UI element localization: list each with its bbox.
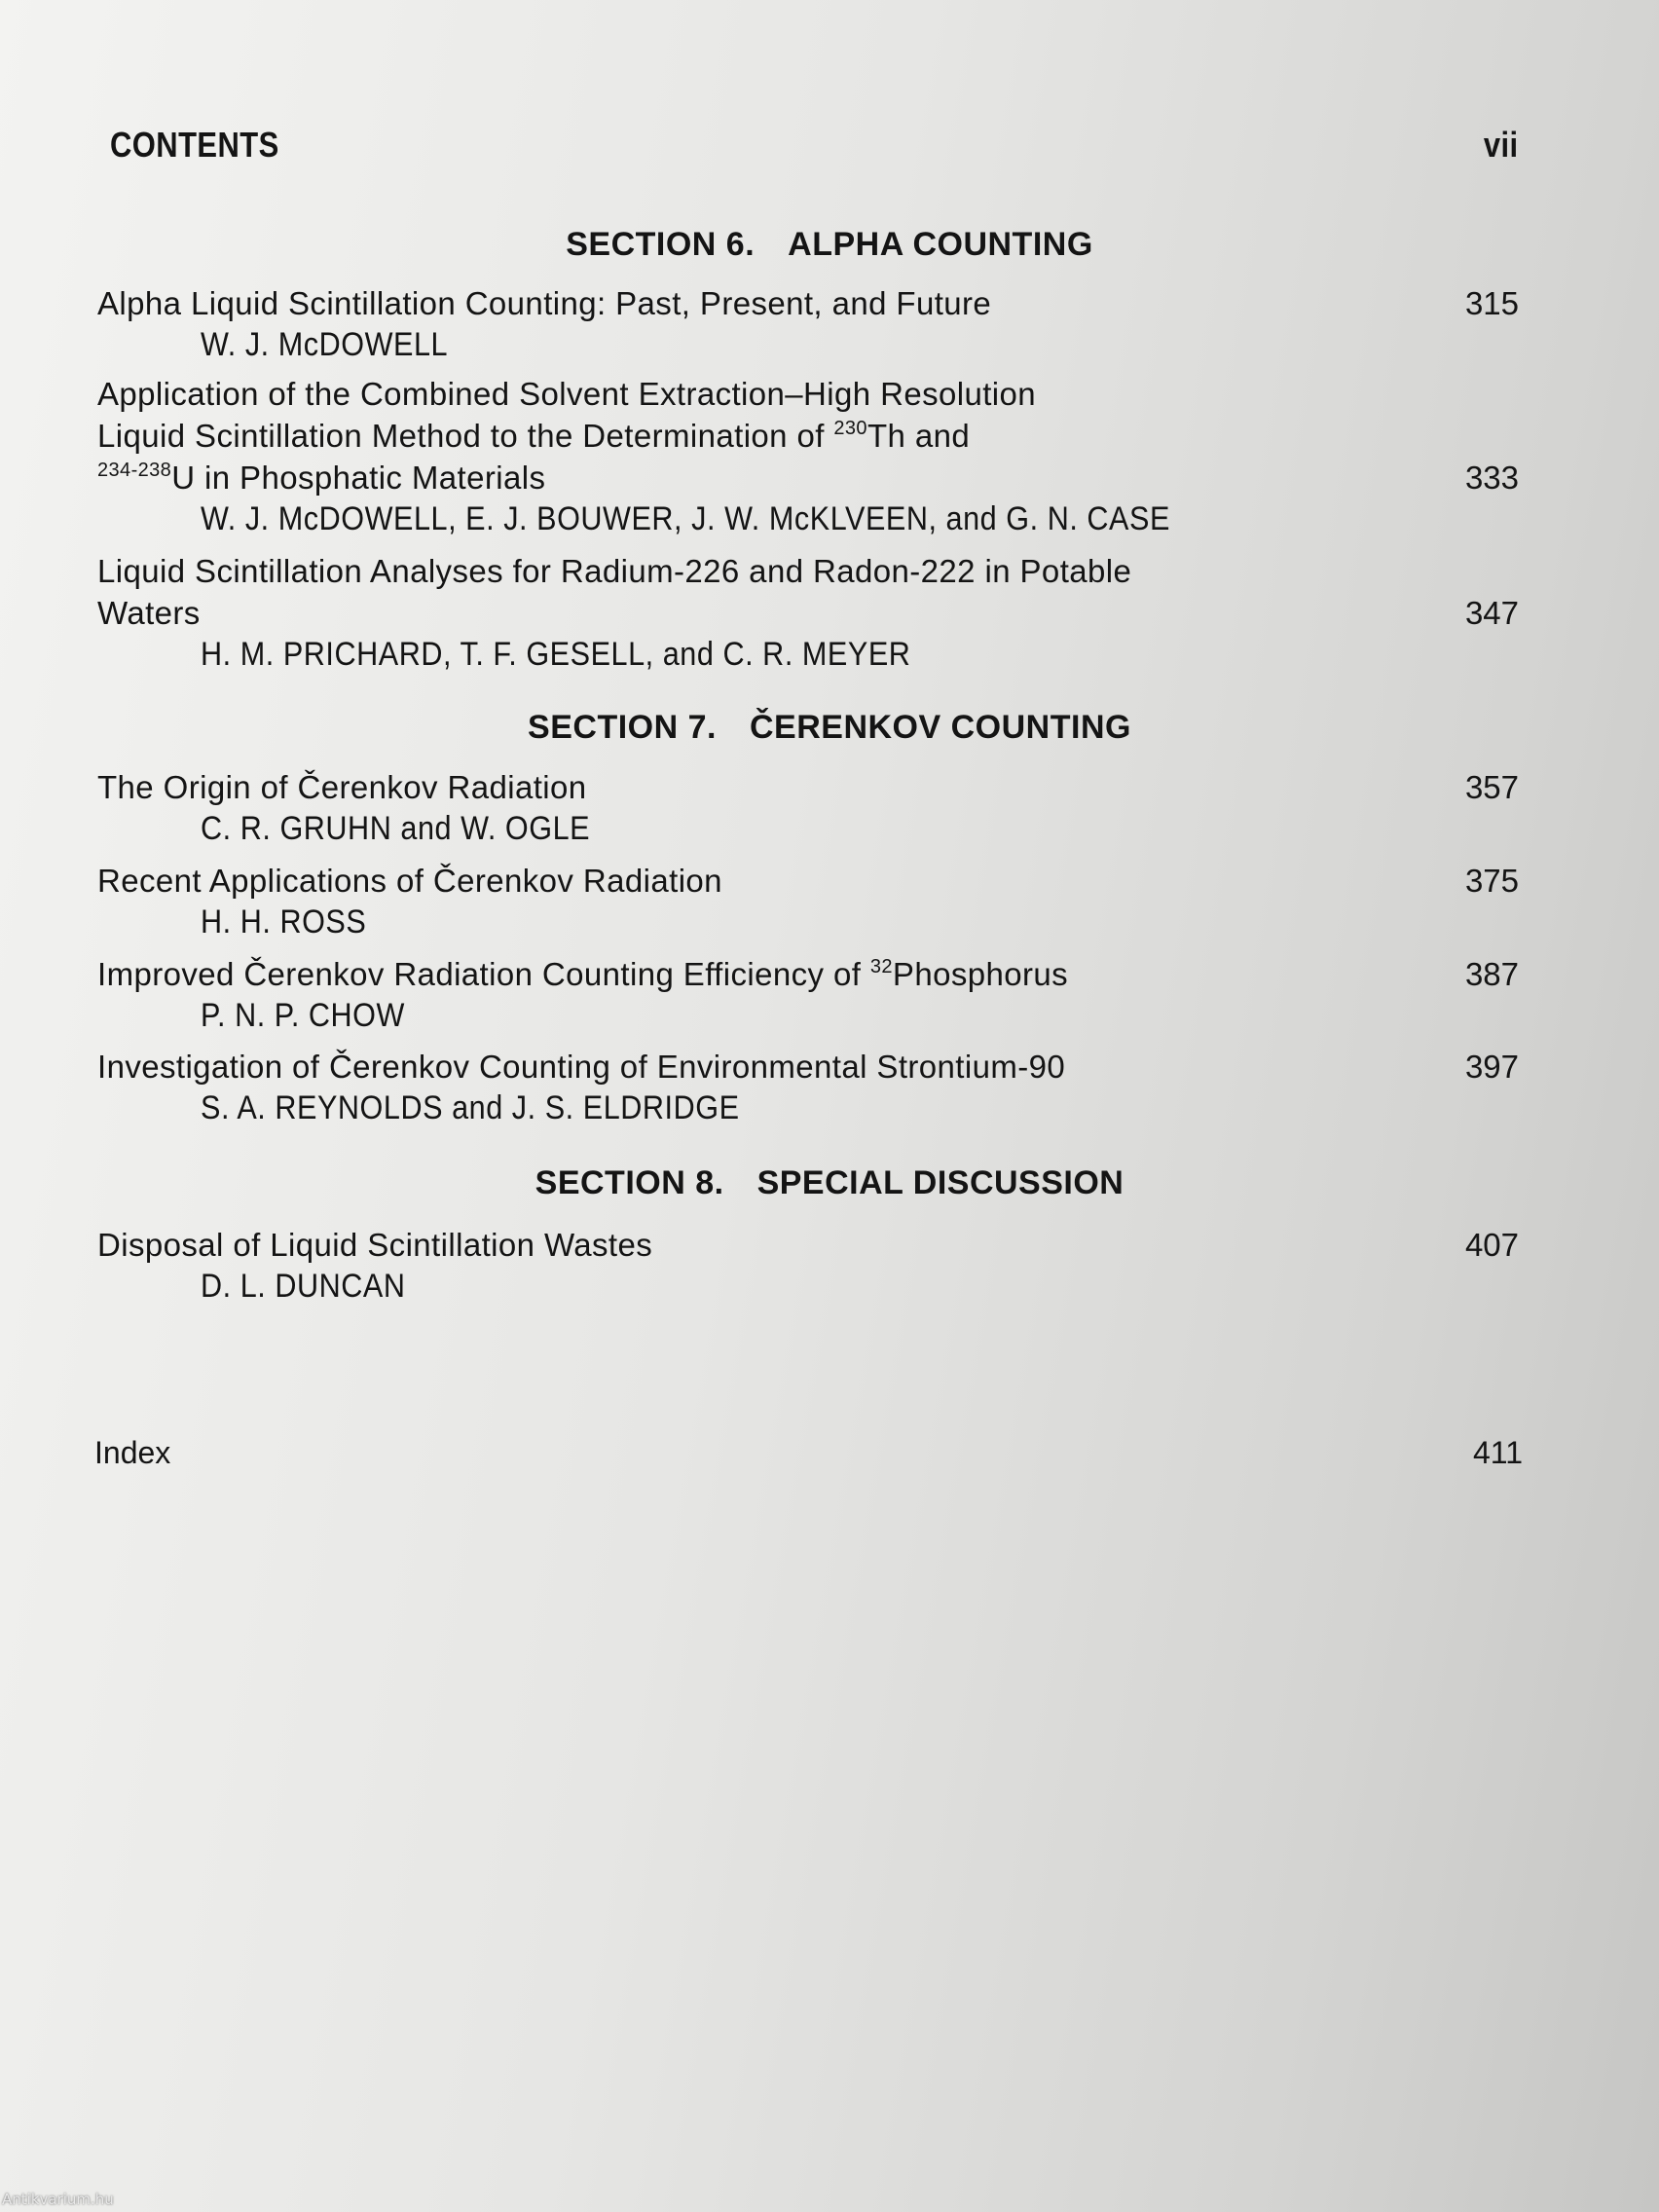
toc-entry[interactable] xyxy=(97,953,1529,1037)
entry-page: 407 xyxy=(1464,1227,1519,1263)
toc-entry[interactable] xyxy=(97,766,1529,850)
section-number: SECTION 6. xyxy=(566,226,756,263)
entry-authors: P. N. P. CHOW xyxy=(201,997,405,1034)
toc-entry[interactable] xyxy=(97,1224,1529,1308)
isotope-superscript: 230 xyxy=(833,418,867,439)
section-heading-7 xyxy=(0,709,1659,747)
section-title: SPECIAL DISCUSSION xyxy=(756,1164,1124,1201)
entry-authors: D. L. DUNCAN xyxy=(201,1268,406,1305)
entry-title-line: Liquid Scintillation Analyses for Radium-226 and Radon-222 in Potable xyxy=(97,553,1132,589)
section-heading-6 xyxy=(0,226,1659,264)
entry-page: 357 xyxy=(1464,769,1519,805)
isotope-superscript: 234-238 xyxy=(97,460,172,481)
entry-page: 397 xyxy=(1464,1049,1519,1085)
entry-title: The Origin of Čerenkov Radiation xyxy=(97,769,587,805)
entry-title: Alpha Liquid Scintillation Counting: Past, Present, and Future xyxy=(97,285,992,321)
entry-authors: W. J. McDOWELL, E. J. BOUWER, J. W. McKLVEEN, and G. N. CASE xyxy=(201,500,1170,537)
entry-authors: C. R. GRUHN and W. OGLE xyxy=(201,810,591,847)
entry-title-line: $^{234-238}$U in Phosphatic Materials xyxy=(97,460,546,496)
entry-title: Recent Applications of Čerenkov Radiation xyxy=(97,863,722,899)
toc-entry[interactable] xyxy=(97,282,1529,366)
watermark: Antikvarium.hu xyxy=(2,2191,114,2208)
entry-page: 347 xyxy=(1464,595,1519,631)
entry-authors: H. M. PRICHARD, T. F. GESELL, and C. R. MEYER xyxy=(201,636,911,673)
toc-entry[interactable] xyxy=(97,373,1529,540)
entry-authors: S. A. REYNOLDS and J. S. ELDRIDGE xyxy=(201,1089,740,1126)
entry-title: Investigation of Čerenkov Counting of Environmental Strontium-90 xyxy=(97,1049,1066,1085)
section-title: ČERENKOV COUNTING xyxy=(749,709,1131,746)
entry-page: 315 xyxy=(1464,285,1519,321)
entry-authors: W. J. McDOWELL xyxy=(201,326,449,363)
entry-title: Disposal of Liquid Scintillation Wastes xyxy=(97,1227,653,1263)
toc-entry[interactable] xyxy=(97,860,1529,943)
entry-title-line: Application of the Combined Solvent Extraction–High Resolution xyxy=(97,376,1037,412)
toc-entry[interactable] xyxy=(97,550,1529,676)
entry-title-line: Liquid Scintillation Method to the Determination of $^{230}$Th and xyxy=(97,418,971,454)
running-header-left: CONTENTS xyxy=(110,125,279,165)
page-number-roman: vii xyxy=(1484,125,1519,165)
index-page: 411 xyxy=(1472,1435,1523,1470)
section-number: SECTION 8. xyxy=(535,1164,724,1201)
entry-page: 387 xyxy=(1464,956,1519,992)
entry-page: 333 xyxy=(1464,460,1519,496)
entry-title-line: Waters xyxy=(97,595,201,631)
entry-authors: H. H. ROSS xyxy=(201,903,367,940)
entry-page: 375 xyxy=(1464,863,1519,899)
entry-title: Improved Čerenkov Radiation Counting Efficiency of $^{32}$Phosphorus xyxy=(97,956,1069,992)
toc-entry[interactable] xyxy=(97,1046,1529,1129)
section-title: ALPHA COUNTING xyxy=(788,226,1093,263)
section-heading-8 xyxy=(0,1164,1659,1202)
index-label[interactable]: Index xyxy=(94,1435,171,1470)
entry-title xyxy=(97,373,1529,498)
section-number: SECTION 7. xyxy=(528,709,717,746)
entry-title xyxy=(97,550,1529,634)
isotope-superscript: 32 xyxy=(869,956,893,977)
